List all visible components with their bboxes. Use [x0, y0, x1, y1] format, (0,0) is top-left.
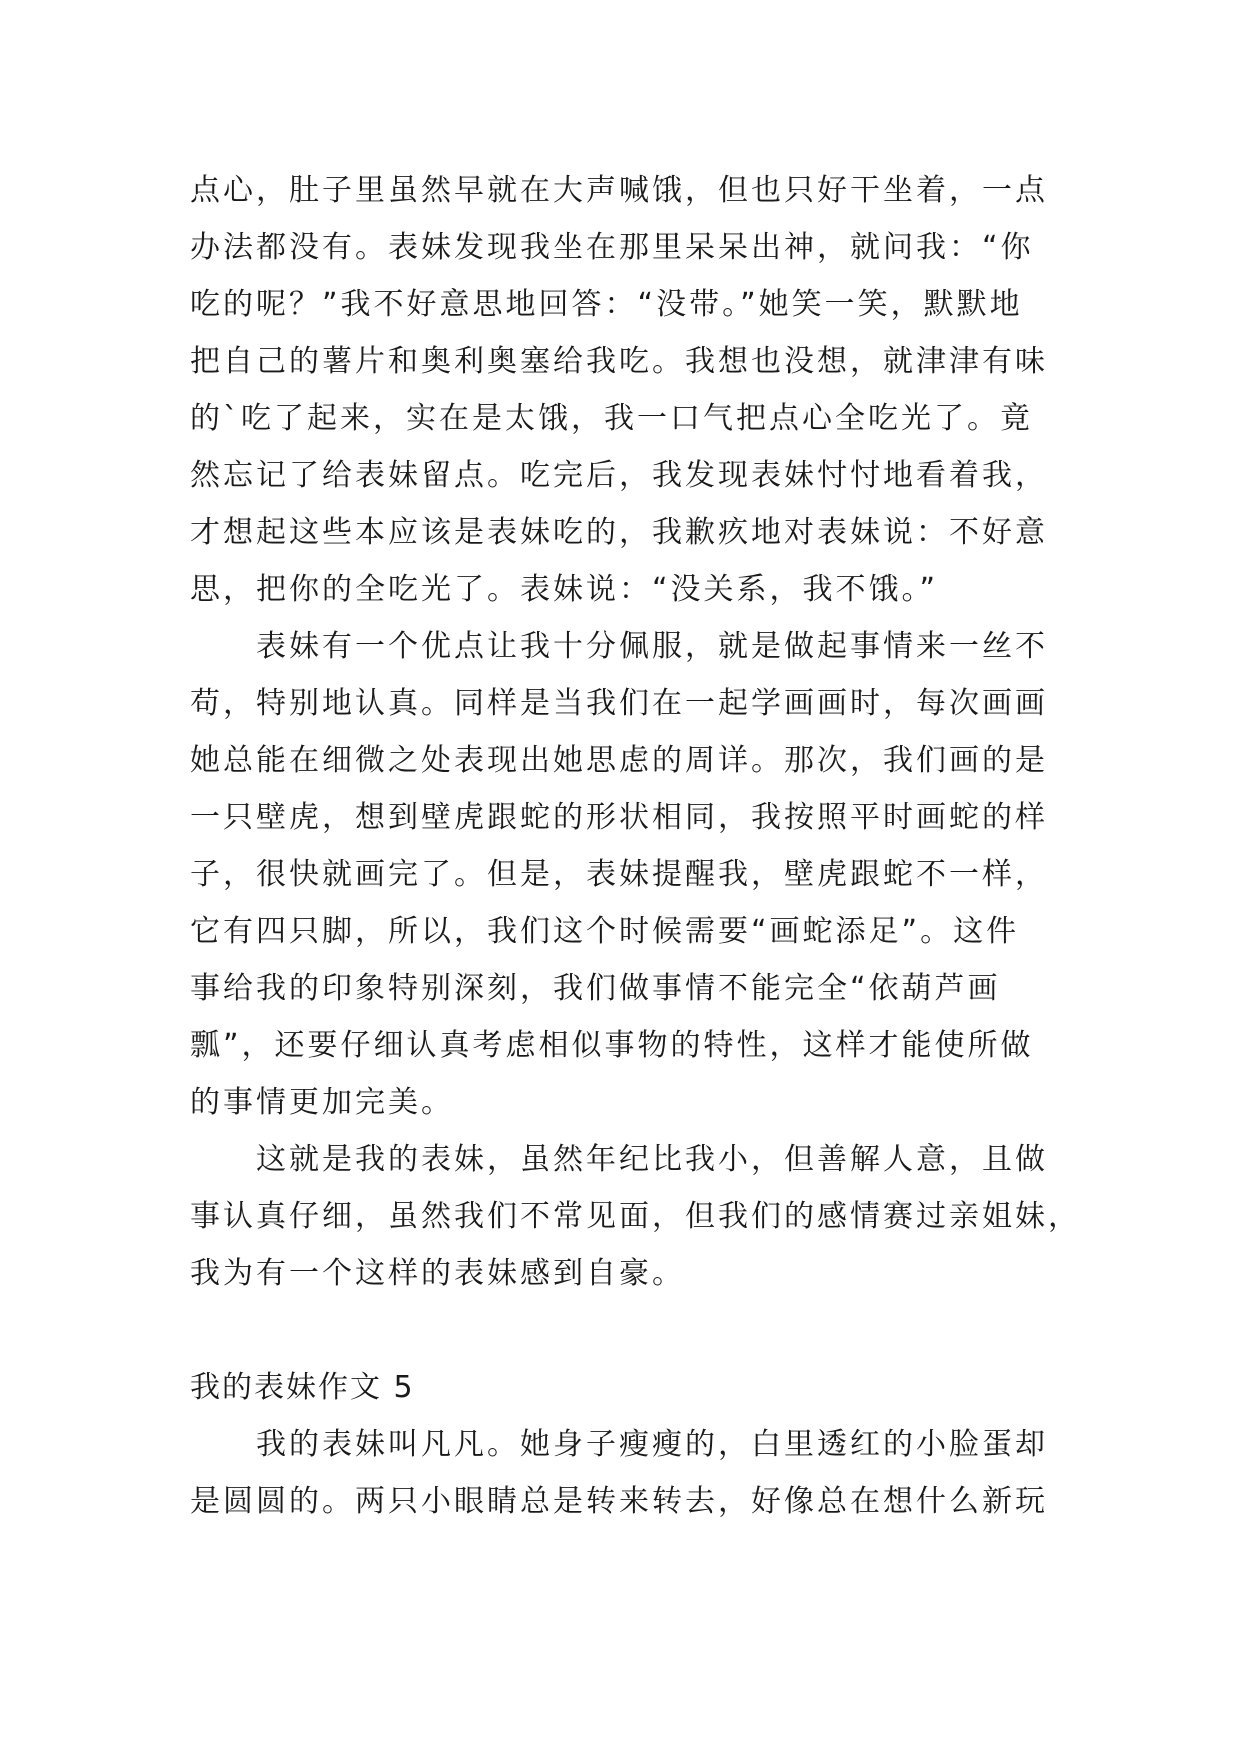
text-line: 苟，特别地认真。同样是当我们在一起学画画时，每次画画 — [190, 686, 1048, 721]
text-line: 我为有一个这样的表妹感到自豪。 — [190, 1256, 685, 1291]
text-line: 才想起这些本应该是表妹吃的，我歉疚地对表妹说：不好意 — [190, 515, 1048, 550]
text-line: 事给我的印象特别深刻，我们做事情不能完全“依葫芦画 — [190, 971, 1001, 1006]
text-line: 她总能在细微之处表现出她思虑的周详。那次，我们画的是 — [190, 743, 1048, 778]
text-line: 办法都没有。表妹发现我坐在那里呆呆出神，就问我：“你 — [190, 230, 1034, 265]
text-line: 是圆圆的。两只小眼睛总是转来转去，好像总在想什么新玩 — [190, 1484, 1048, 1519]
text-line: 事认真仔细，虽然我们不常见面，但我们的感情赛过亲姐妹， — [190, 1199, 1081, 1234]
text-line: 它有四只脚，所以，我们这个时候需要“画蛇添足”。这件 — [190, 914, 1020, 949]
text-line: 把自己的薯片和奥利奥塞给我吃。我想也没想，就津津有味 — [190, 344, 1048, 379]
text-line: 的`吃了起来，实在是太饿，我一口气把点心全吃光了。竟 — [190, 401, 1033, 436]
text-line: 瓢”，还要仔细认真考虑相似事物的特性，这样才能使所做 — [190, 1028, 1034, 1063]
text-line: 一只壁虎，想到壁虎跟蛇的形状相同，我按照平时画蛇的样 — [190, 800, 1048, 835]
body-text — [190, 162, 1081, 1530]
section-heading: 我的表妹作文 5 — [190, 1370, 415, 1405]
text-line: 子，很快就画完了。但是，表妹提醒我，壁虎跟蛇不一样， — [190, 857, 1048, 892]
text-line: 吃的呢？”我不好意思地回答：“没带。”她笑一笑，默默地 — [190, 287, 1023, 322]
text-line: 表妹有一个优点让我十分佩服，就是做起事情来一丝不 — [190, 629, 1048, 664]
text-line: 我的表妹叫凡凡。她身子瘦瘦的，白里透红的小脸蛋却 — [190, 1427, 1048, 1462]
text-line: 然忘记了给表妹留点。吃完后，我发现表妹忖忖地看着我， — [190, 458, 1048, 493]
text-line: 思，把你的全吃光了。表妹说：“没关系，我不饿。” — [190, 572, 939, 607]
text-line: 点心，肚子里虽然早就在大声喊饿，但也只好干坐着，一点 — [190, 173, 1048, 208]
text-line: 的事情更加完美。 — [190, 1085, 454, 1120]
text-line: 这就是我的表妹，虽然年纪比我小，但善解人意，且做 — [190, 1142, 1048, 1177]
paragraph-gap — [190, 1302, 1060, 1359]
